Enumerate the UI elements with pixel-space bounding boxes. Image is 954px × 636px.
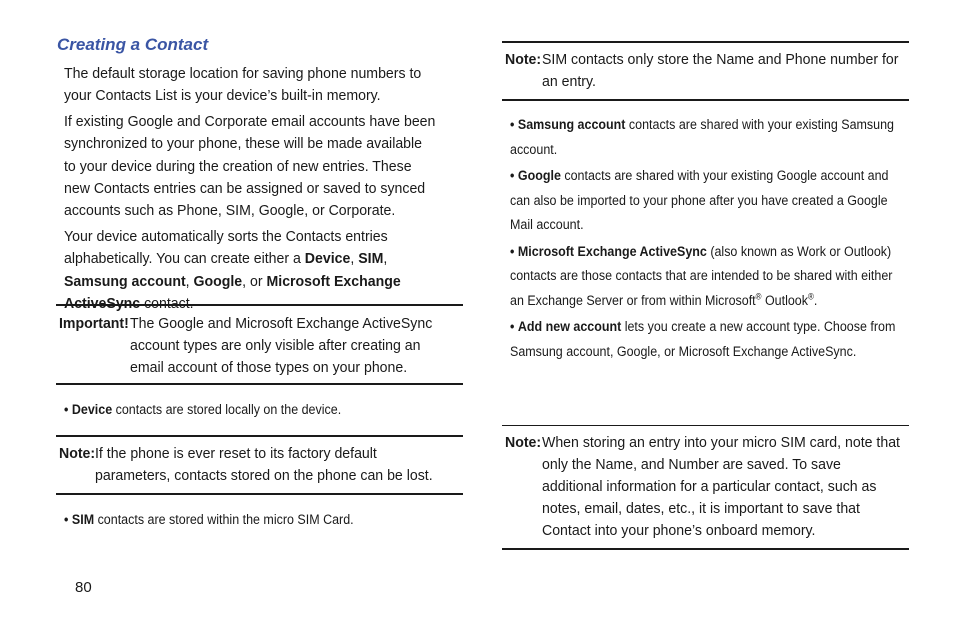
sort-paragraph: Your device automatically sorts the Contacts entries alphabetically. You can create either a Device, SIM, Samsung account, Google, or Microsoft Exchange ActiveSync contact. <box>64 228 401 312</box>
note-sim-entry <box>502 425 909 550</box>
bullet-add-account: • Add new account lets you create a new account type. Choose from Samsung account, Google, or Microsoft Exchange ActiveSync. <box>510 319 896 360</box>
note-sim-entry-text: When storing an entry into your micro SIM card, note that only the Name, and Number are saved. To save additional information for a particular contact, such as notes, email, dates, etc., it is important to save that Contact into your phone’s onboard memory. <box>542 434 900 539</box>
sync-paragraph: If existing Google and Corporate email accounts have been synchronized to your phone, these will be made available to your device during the creation of new entries. These new Contacts entries can be assigned or saved to synced accounts such as Phone, SIM, Google, or Corporate. <box>64 113 436 220</box>
note-sim-storage <box>502 41 909 101</box>
important-label: Important! <box>59 315 129 332</box>
note-label: Note: <box>59 445 96 462</box>
bullet-sim: • SIM contacts are stored within the micro SIM Card. <box>64 512 354 528</box>
important-note <box>56 304 463 385</box>
note-factory-text: If the phone is ever reset to its factory default parameters, contacts stored on the phone can be lost. <box>95 445 433 484</box>
note-sim-text: SIM contacts only store the Name and Phone number for an entry. <box>542 51 899 90</box>
section-heading: Creating a Contact <box>57 35 209 54</box>
note-label: Note: <box>505 434 542 451</box>
bullet-device: • Device contacts are stored locally on the device. <box>64 402 342 418</box>
bullet-exchange: • Microsoft Exchange ActiveSync (also known as Work or Outlook) contacts are those contacts that are intended to be shared with either an Exchange Server or from within Microsoft® Outlook®. <box>510 243 893 309</box>
intro-paragraph: The default storage location for saving phone numbers to your Contacts List is your device’s built-in memory. <box>64 65 422 105</box>
note-factory-reset <box>56 435 463 495</box>
page-number: 80 <box>75 579 92 596</box>
note-label: Note: <box>505 51 542 68</box>
bullet-samsung-account: • Samsung account contacts are shared with your existing Samsung account. <box>510 117 894 158</box>
important-text: The Google and Microsoft Exchange ActiveSync account types are only visible after creating an email account of those types on your phone. <box>130 315 433 376</box>
account-bullet-list <box>510 113 930 358</box>
bullet-google: • Google contacts are shared with your existing Google account and can also be imported to your phone after you have created a Google Mail account. <box>510 168 889 233</box>
